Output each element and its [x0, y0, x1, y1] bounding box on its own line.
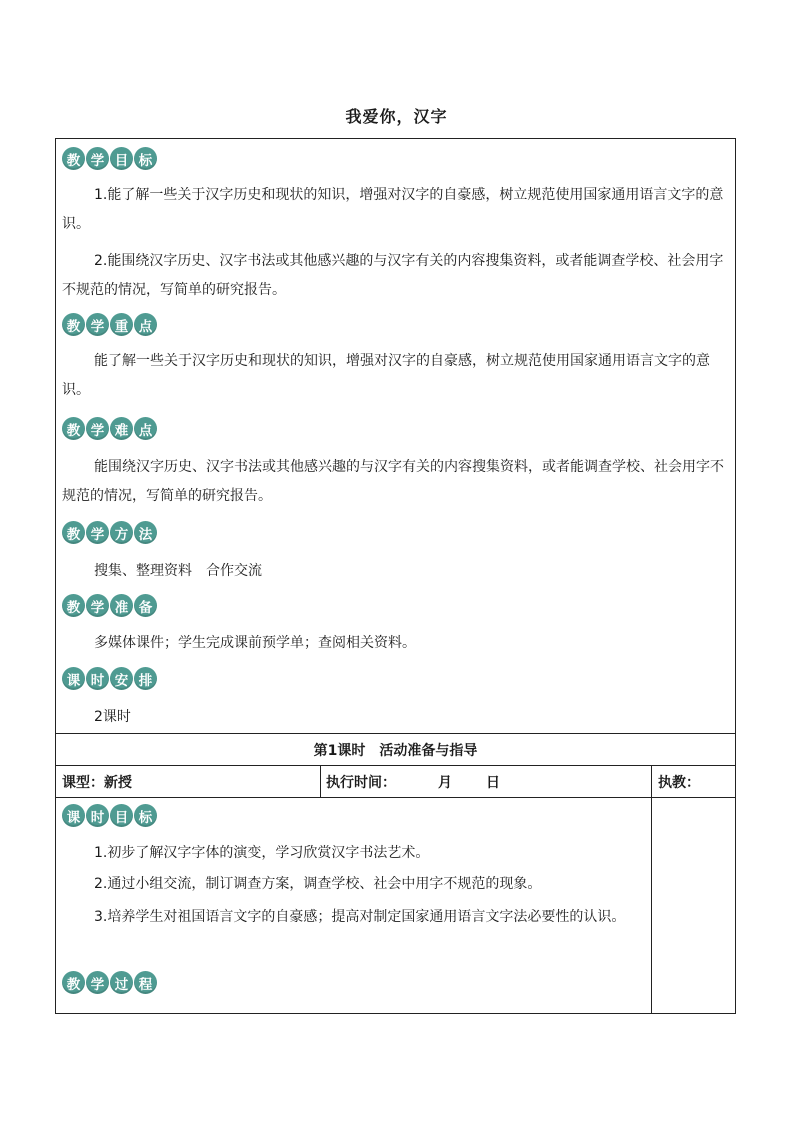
section-badge-key-points: [62, 313, 157, 336]
badge-char: 课: [62, 804, 85, 827]
badge-char: 点: [134, 417, 157, 440]
badge-char: 学: [86, 971, 109, 994]
badge-char: 难: [110, 417, 133, 440]
section-badge-lesson-goals: [62, 804, 157, 827]
lesson-type: 课型：新授: [62, 775, 132, 791]
badge-char: 法: [134, 521, 157, 544]
methods-text: 搜集、整理资料 合作交流: [94, 563, 262, 579]
lesson-goal-item-3: 3.培养学生对祖国语言文字的自豪感；提高对制定国家通用语言文字法必要性的认识。: [94, 909, 626, 925]
divider: [320, 765, 321, 797]
badge-char: 标: [134, 804, 157, 827]
section-badge-preparation: [62, 594, 157, 617]
lesson-goal-item-2: 2.通过小组交流，制订调查方案，调查学校、社会中用字不规范的现象。: [94, 876, 542, 892]
section-badge-goals: [62, 147, 157, 170]
difficulties-text: 能围绕汉字历史、汉字书法或其他感兴趣的与汉字有关的内容搜集资料，或者能调查学校、社会用字不规范的情况，写简单的研究报告。: [62, 459, 724, 504]
divider: [651, 765, 652, 1013]
lesson-plan-table: [55, 138, 736, 1014]
badge-char: 点: [134, 313, 157, 336]
badge-char: 排: [134, 667, 157, 690]
key-points-text: 能了解一些关于汉字历史和现状的知识，增强对汉字的自豪感，树立规范使用国家通用语言文字的意识。: [62, 353, 710, 398]
badge-char: 时: [86, 804, 109, 827]
section-badge-methods: [62, 521, 157, 544]
execution-time-label: 执行时间：: [326, 775, 396, 791]
badge-char: 教: [62, 971, 85, 994]
badge-char: 过: [110, 971, 133, 994]
badge-char: 目: [110, 804, 133, 827]
teacher-label: 执教：: [658, 775, 700, 791]
badge-char: 重: [110, 313, 133, 336]
goal-item-1: 1.能了解一些关于汉字历史和现状的知识，增强对汉字的自豪感，树立规范使用国家通用语言文字的意识。: [62, 187, 724, 232]
badge-char: 教: [62, 313, 85, 336]
lesson-goal-item-1: 1.初步了解汉字字体的演变，学习欣赏汉字书法艺术。: [94, 845, 430, 861]
section-badge-difficulties: [62, 417, 157, 440]
divider: [56, 765, 735, 766]
divider: [56, 797, 735, 798]
badge-char: 时: [86, 667, 109, 690]
page-title: 我爱你，汉字: [345, 107, 448, 126]
badge-char: 课: [62, 667, 85, 690]
badge-char: 学: [86, 594, 109, 617]
month-label: 月: [438, 775, 452, 791]
day-label: 日: [486, 775, 500, 791]
lesson-heading: 第1课时 活动准备与指导: [313, 743, 478, 759]
badge-char: 学: [86, 417, 109, 440]
badge-char: 程: [134, 971, 157, 994]
divider: [56, 733, 735, 734]
goal-item-2: 2.能围绕汉字历史、汉字书法或其他感兴趣的与汉字有关的内容搜集资料，或者能调查学校、社会用字不规范的情况，写简单的研究报告。: [62, 253, 724, 298]
badge-char: 准: [110, 594, 133, 617]
badge-char: 教: [62, 594, 85, 617]
badge-char: 方: [110, 521, 133, 544]
badge-char: 学: [86, 313, 109, 336]
badge-char: 教: [62, 521, 85, 544]
badge-char: 教: [62, 147, 85, 170]
badge-char: 安: [110, 667, 133, 690]
badge-char: 学: [86, 147, 109, 170]
badge-char: 标: [134, 147, 157, 170]
badge-char: 备: [134, 594, 157, 617]
badge-char: 目: [110, 147, 133, 170]
schedule-text: 2课时: [94, 709, 131, 725]
badge-char: 教: [62, 417, 85, 440]
section-badge-process: [62, 971, 157, 994]
preparation-text: 多媒体课件；学生完成课前预学单；查阅相关资料。: [94, 635, 416, 651]
section-badge-schedule: [62, 667, 157, 690]
badge-char: 学: [86, 521, 109, 544]
